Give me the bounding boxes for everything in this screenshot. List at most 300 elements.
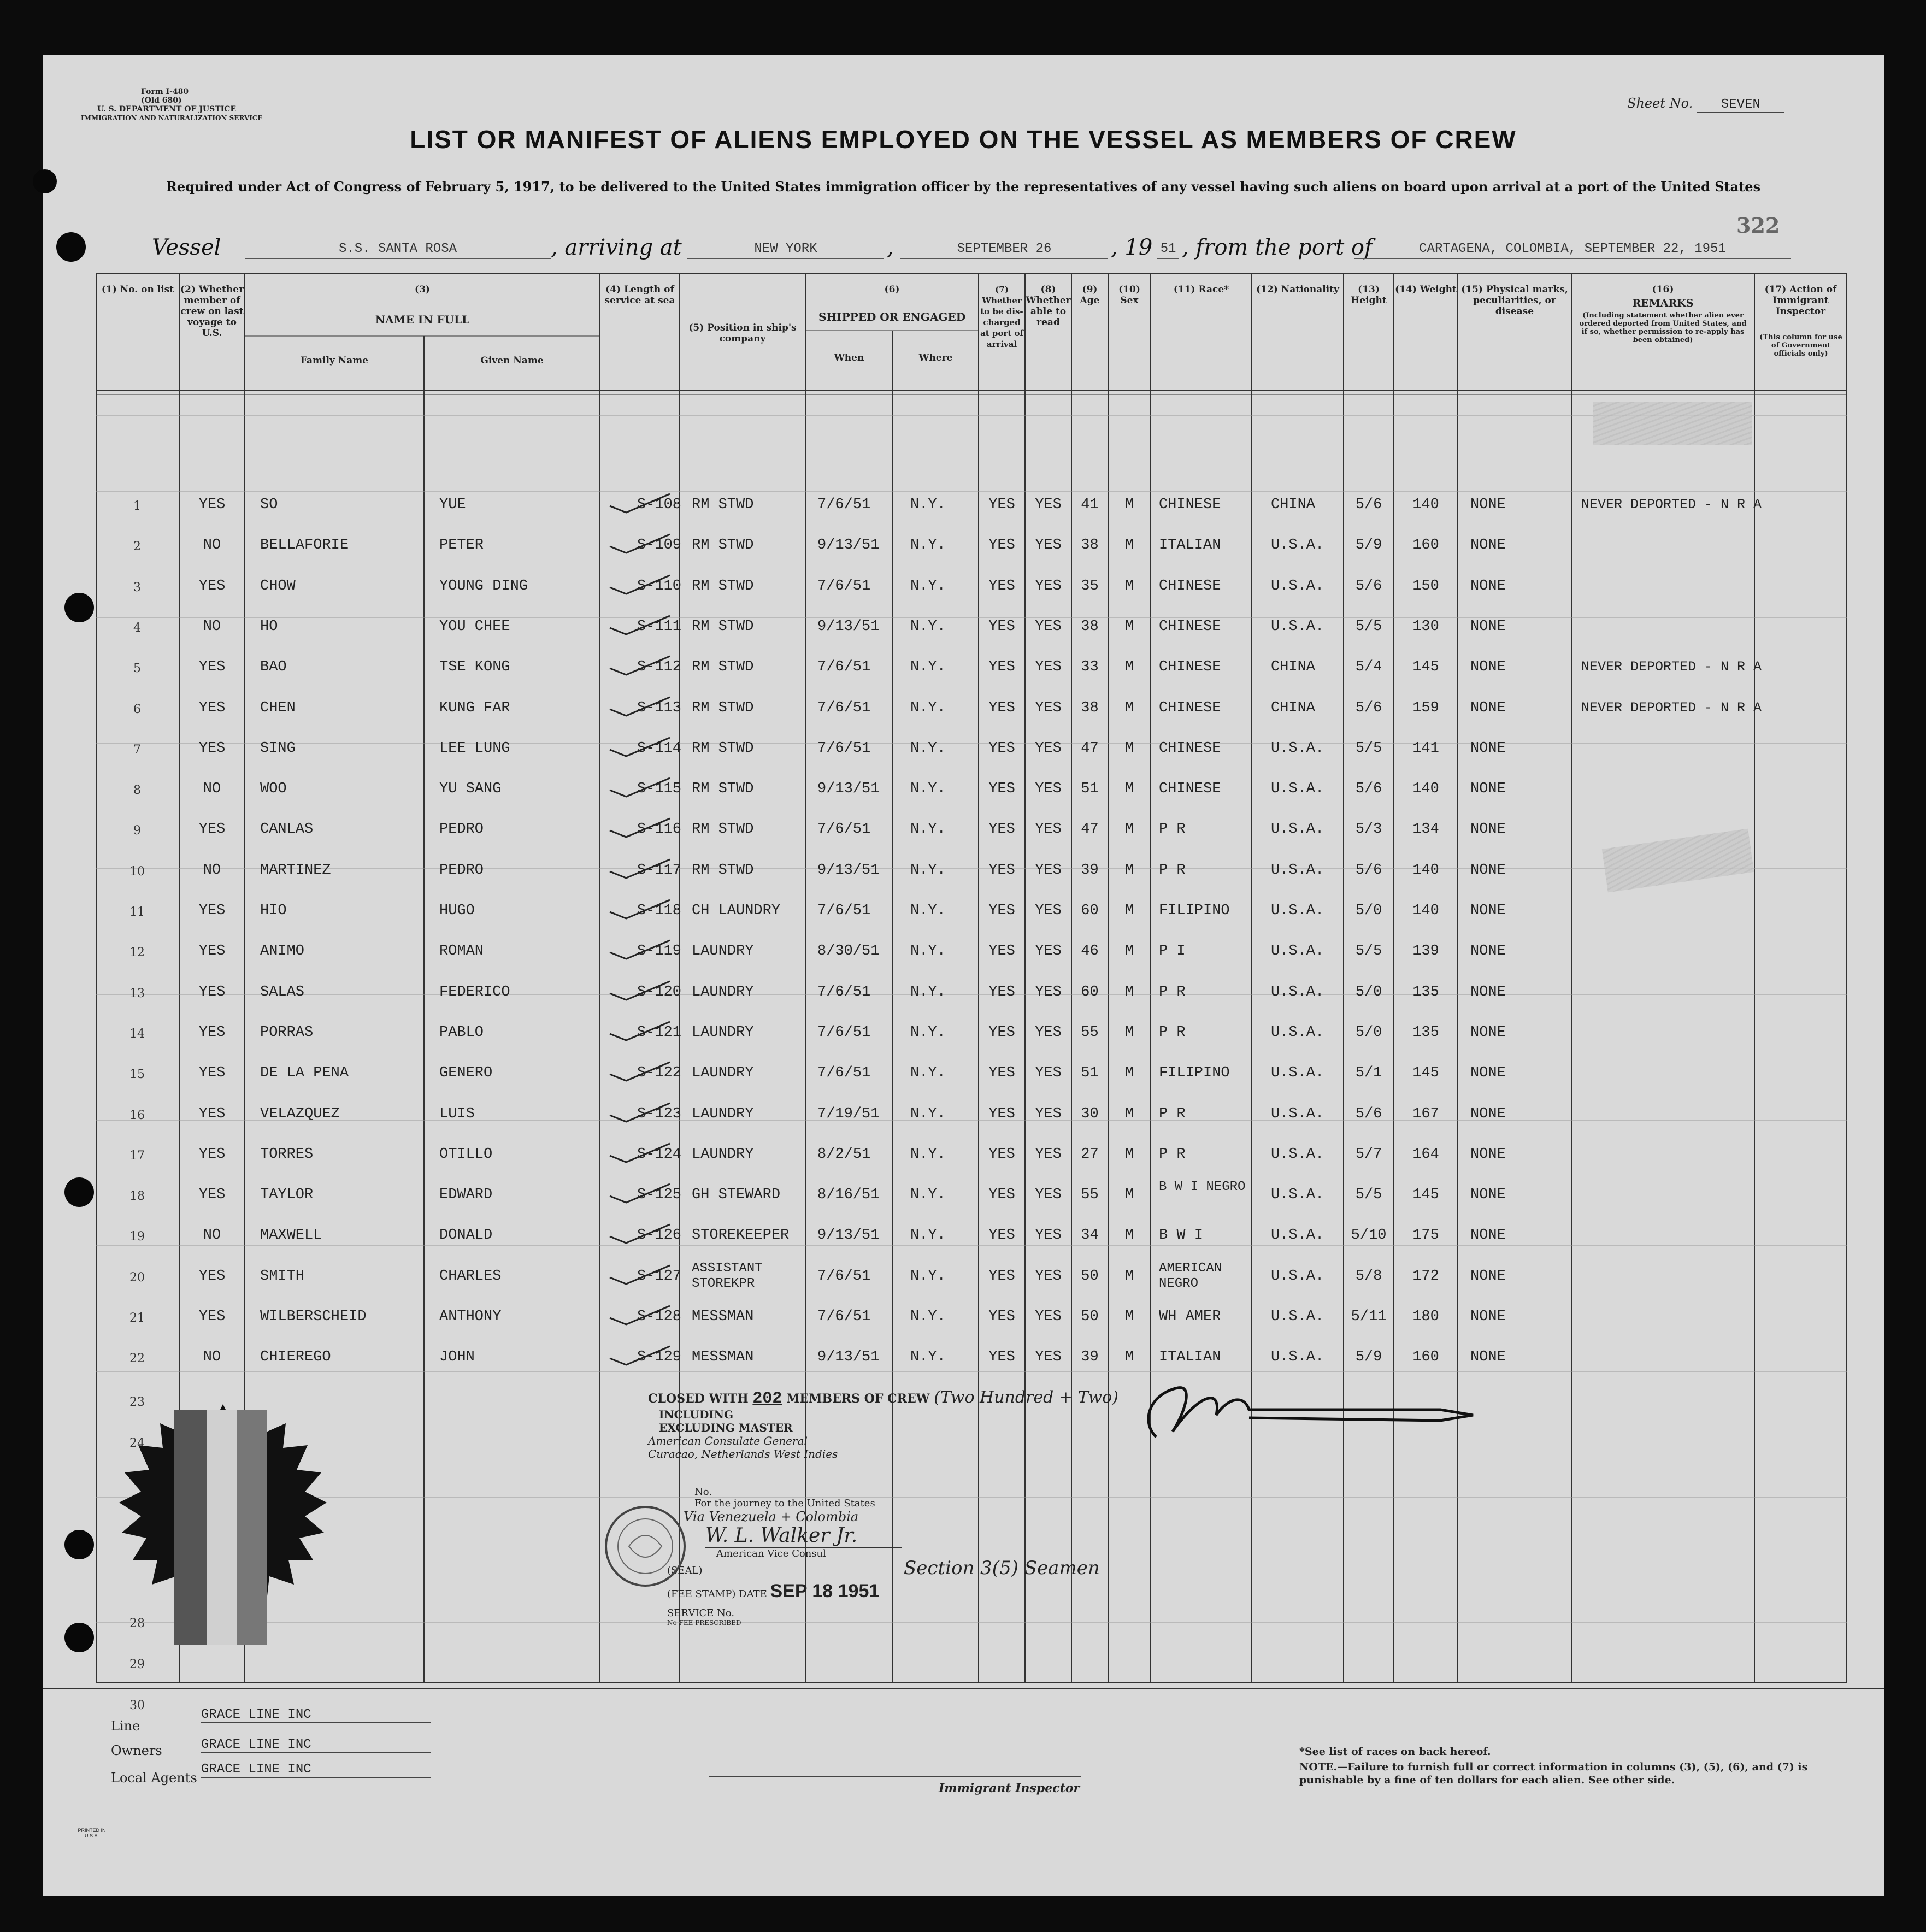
closed-with-label: CLOSED WITH xyxy=(648,1392,749,1406)
footer-divider xyxy=(43,1688,1884,1689)
cell-read: YES xyxy=(1035,903,1062,919)
sheet-number-value: SEVEN xyxy=(1697,97,1784,113)
service-checkmark xyxy=(604,733,675,761)
service-checkmark xyxy=(604,1139,675,1167)
excluding-label: EXCLUDING MASTER xyxy=(659,1421,793,1434)
cell-age: 38 xyxy=(1081,537,1099,553)
punch-hole xyxy=(64,1177,94,1207)
cell-marks: NONE xyxy=(1470,659,1506,675)
service-checkmark xyxy=(604,490,675,517)
cell-given: YUE xyxy=(439,497,466,513)
master-signature xyxy=(1134,1371,1517,1448)
cell-race: WH AMER xyxy=(1159,1309,1221,1325)
cell-height: 5/7 xyxy=(1355,1146,1382,1163)
cell-nat: U.S.A. xyxy=(1271,781,1324,797)
row-number: 18 xyxy=(129,1189,145,1203)
cell-crew: YES xyxy=(198,943,226,959)
cell-where: N.Y. xyxy=(910,537,946,553)
cell-nat: U.S.A. xyxy=(1271,1309,1324,1325)
penalty-note: NOTE.—Failure to furnish full or correct information in columns (3), (5), (6), and (7) is punishable by a fine of ten dollars for each alien. See other side. xyxy=(1299,1761,1808,1786)
cell-height: 5/6 xyxy=(1355,862,1382,879)
cell-sex: M xyxy=(1124,1106,1134,1122)
cell-race: FILIPINO xyxy=(1159,903,1230,919)
cell-remarks: NEVER DEPORTED - N R A xyxy=(1581,497,1762,513)
cell-service: S-111 xyxy=(637,619,682,635)
col-header-nationality: (12) Nationality xyxy=(1256,284,1339,295)
cell-nat: U.S.A. xyxy=(1271,984,1324,1000)
cell-weight: 140 xyxy=(1412,781,1439,797)
cell-weight: 167 xyxy=(1412,1106,1439,1122)
form-number: Form I-480 xyxy=(141,87,189,96)
row-number: 10 xyxy=(129,865,145,879)
cell-read: YES xyxy=(1035,619,1062,635)
cell-sex: M xyxy=(1124,943,1134,959)
cell-where: N.Y. xyxy=(910,1024,946,1041)
cell-where: N.Y. xyxy=(910,659,946,675)
cell-read: YES xyxy=(1035,700,1062,716)
cell-height: 5/0 xyxy=(1355,1024,1382,1041)
cell-service: S-127 xyxy=(637,1268,682,1285)
cell-marks: NONE xyxy=(1470,1187,1506,1203)
cell-where: N.Y. xyxy=(910,1309,946,1325)
cell-read: YES xyxy=(1035,740,1062,757)
cell-where: N.Y. xyxy=(910,781,946,797)
cell-position: LAUNDRY xyxy=(692,1106,754,1122)
cell-given: JOHN xyxy=(439,1349,475,1365)
cell-age: 39 xyxy=(1081,1349,1099,1365)
cell-crew: YES xyxy=(198,1146,226,1163)
cell-height: 5/3 xyxy=(1355,821,1382,838)
cell-age: 34 xyxy=(1081,1227,1099,1244)
cell-height: 5/11 xyxy=(1351,1309,1387,1325)
cell-sex: M xyxy=(1124,984,1134,1000)
cell-read: YES xyxy=(1035,659,1062,675)
cell-when: 7/6/51 xyxy=(817,1024,871,1041)
cell-family: WILBERSCHEID xyxy=(260,1309,367,1325)
cell-marks: NONE xyxy=(1470,1309,1506,1325)
cell-crew: YES xyxy=(198,1065,226,1081)
cell-given: TSE KONG xyxy=(439,659,510,675)
cell-sex: M xyxy=(1124,740,1134,757)
cell-age: 35 xyxy=(1081,578,1099,594)
cell-when: 9/13/51 xyxy=(817,1349,880,1365)
col-header-remarks-num: (16) xyxy=(1652,284,1674,295)
line-label: Line xyxy=(111,1718,140,1734)
cell-age: 51 xyxy=(1081,781,1099,797)
cell-age: 46 xyxy=(1081,943,1099,959)
cell-given: LUIS xyxy=(439,1106,475,1122)
row-number: 17 xyxy=(129,1149,145,1163)
cell-position: LAUNDRY xyxy=(692,984,754,1000)
cell-service: S-123 xyxy=(637,1106,682,1122)
cell-crew: YES xyxy=(198,1268,226,1285)
cell-when: 7/6/51 xyxy=(817,740,871,757)
row-number: 9 xyxy=(133,824,141,838)
cell-when: 7/19/51 xyxy=(817,1106,880,1122)
document-title: LIST OR MANIFEST OF ALIENS EMPLOYED ON THE VESSEL AS MEMBERS OF CREW xyxy=(410,125,1517,154)
cell-crew: YES xyxy=(198,700,226,716)
cell-marks: NONE xyxy=(1470,1268,1506,1285)
cell-read: YES xyxy=(1035,821,1062,838)
cell-sex: M xyxy=(1124,1268,1134,1285)
col-header-remarks: REMARKS xyxy=(1632,297,1694,309)
visa-block xyxy=(667,1486,995,1627)
cell-where: N.Y. xyxy=(910,1268,946,1285)
cell-disch: YES xyxy=(988,1024,1015,1041)
cell-where: N.Y. xyxy=(910,1065,946,1081)
row-number: 28 xyxy=(129,1617,145,1630)
closing-block xyxy=(648,1388,1118,1460)
cell-service: S-114 xyxy=(637,740,682,757)
crew-count-written: (Two Hundred + Two) xyxy=(934,1388,1118,1407)
cell-when: 8/16/51 xyxy=(817,1187,880,1203)
consul-signature: W. L. Walker Jr. xyxy=(705,1524,902,1548)
cell-disch: YES xyxy=(988,1187,1015,1203)
cell-where: N.Y. xyxy=(910,1187,946,1203)
cell-given: PABLO xyxy=(439,1024,484,1041)
table-grid xyxy=(96,273,1847,1683)
service-checkmark xyxy=(604,1261,675,1288)
arrival-date: SEPTEMBER 26 xyxy=(900,241,1108,259)
cell-when: 7/6/51 xyxy=(817,984,871,1000)
cell-race: B W I NEGRO xyxy=(1159,1180,1246,1194)
col-header-race: (11) Race* xyxy=(1173,284,1229,295)
vessel-label: Vessel xyxy=(152,235,221,260)
cell-when: 9/13/51 xyxy=(817,1227,880,1244)
cell-family: SALAS xyxy=(260,984,305,1000)
cell-when: 7/6/51 xyxy=(817,903,871,919)
service-checkmark xyxy=(604,1220,675,1247)
cell-service: S-125 xyxy=(637,1187,682,1203)
col-header-shipped: SHIPPED OR ENGAGED xyxy=(818,310,966,323)
cell-crew: YES xyxy=(198,1024,226,1041)
col-header-age: (9) Age xyxy=(1080,284,1100,306)
service-checkmark xyxy=(604,611,675,639)
cell-given: EDWARD xyxy=(439,1187,493,1203)
cell-race: CHINESE xyxy=(1159,740,1221,757)
cell-position: CH LAUNDRY xyxy=(692,903,781,919)
cell-position: MESSMAN xyxy=(692,1309,754,1325)
cell-weight: 175 xyxy=(1412,1227,1439,1244)
cell-when: 7/6/51 xyxy=(817,659,871,675)
cell-race: ITALIAN xyxy=(1159,1349,1221,1365)
row-number: 16 xyxy=(129,1109,145,1122)
cell-disch: YES xyxy=(988,1106,1015,1122)
cell-sex: M xyxy=(1124,700,1134,716)
cell-sex: M xyxy=(1124,578,1134,594)
cell-where: N.Y. xyxy=(910,943,946,959)
cell-weight: 159 xyxy=(1412,700,1439,716)
agents-value: GRACE LINE INC xyxy=(201,1762,431,1778)
cell-service: S-119 xyxy=(637,943,682,959)
cell-nat: U.S.A. xyxy=(1271,1024,1324,1041)
cell-marks: NONE xyxy=(1470,1024,1506,1041)
cell-family: WOO xyxy=(260,781,287,797)
cell-where: N.Y. xyxy=(910,497,946,513)
cell-position: STOREKEEPER xyxy=(692,1227,790,1244)
cell-sex: M xyxy=(1124,903,1134,919)
service-checkmark xyxy=(604,693,675,720)
service-checkmark xyxy=(604,936,675,963)
cell-given: PEDRO xyxy=(439,821,484,838)
cell-where: N.Y. xyxy=(910,821,946,838)
cell-marks: NONE xyxy=(1470,1349,1506,1365)
cell-service: S-115 xyxy=(637,781,682,797)
cell-where: N.Y. xyxy=(910,1227,946,1244)
cell-age: 60 xyxy=(1081,903,1099,919)
cell-when: 9/13/51 xyxy=(817,781,880,797)
cell-given: FEDERICO xyxy=(439,984,510,1000)
cell-read: YES xyxy=(1035,578,1062,594)
cell-position: GH STEWARD xyxy=(692,1187,781,1203)
service-checkmark xyxy=(604,1058,675,1085)
cell-sex: M xyxy=(1124,1146,1134,1163)
via-route: Venezuela + Colombia xyxy=(709,1509,859,1524)
cell-given: DONALD xyxy=(439,1227,493,1244)
cell-disch: YES xyxy=(988,984,1015,1000)
cell-age: 47 xyxy=(1081,740,1099,757)
cell-position: MESSMAN xyxy=(692,1349,754,1365)
cell-sex: M xyxy=(1124,821,1134,838)
fee-stamp-label: (FEE STAMP) xyxy=(667,1588,736,1600)
col-header-name-num: (3) xyxy=(415,284,430,295)
cell-weight: 140 xyxy=(1412,903,1439,919)
cell-crew: YES xyxy=(198,578,226,594)
row-number: 8 xyxy=(133,784,141,797)
cell-marks: NONE xyxy=(1470,1065,1506,1081)
line-value: GRACE LINE INC xyxy=(201,1707,431,1723)
cell-marks: NONE xyxy=(1470,862,1506,879)
cell-read: YES xyxy=(1035,1065,1062,1081)
cell-age: 55 xyxy=(1081,1187,1099,1203)
cell-weight: 172 xyxy=(1412,1268,1439,1285)
cell-disch: YES xyxy=(988,1227,1015,1244)
col-header-given: Given Name xyxy=(480,355,544,366)
date-label: DATE xyxy=(739,1588,767,1600)
cell-sex: M xyxy=(1124,781,1134,797)
cell-disch: YES xyxy=(988,821,1015,838)
cell-height: 5/4 xyxy=(1355,659,1382,675)
cell-nat: U.S.A. xyxy=(1271,537,1324,553)
cell-race: P R xyxy=(1159,984,1186,1000)
cell-family: BAO xyxy=(260,659,287,675)
cell-read: YES xyxy=(1035,1146,1062,1163)
cell-service: S-116 xyxy=(637,821,682,838)
cell-disch: YES xyxy=(988,1268,1015,1285)
cell-age: 50 xyxy=(1081,1268,1099,1285)
cell-disch: YES xyxy=(988,781,1015,797)
cell-read: YES xyxy=(1035,1227,1062,1244)
col-header-height: (13) Height xyxy=(1351,284,1387,306)
cell-nat: U.S.A. xyxy=(1271,1065,1324,1081)
cell-read: YES xyxy=(1035,862,1062,879)
page-stamp: 322 xyxy=(1736,213,1780,238)
cell-position: RM STWD xyxy=(692,740,754,757)
cell-position: LAUNDRY xyxy=(692,1024,754,1041)
cell-sex: M xyxy=(1124,1227,1134,1244)
cell-service: S-121 xyxy=(637,1024,682,1041)
service-no-label: SERVICE No. xyxy=(667,1607,735,1619)
service-checkmark xyxy=(604,814,675,841)
tariff-label: No FEE PRESCRIBED xyxy=(667,1619,741,1627)
cell-disch: YES xyxy=(988,862,1015,879)
cell-age: 51 xyxy=(1081,1065,1099,1081)
row-number: 4 xyxy=(133,621,141,635)
cell-weight: 180 xyxy=(1412,1309,1439,1325)
service: IMMIGRATION AND NATURALIZATION SERVICE xyxy=(81,114,263,122)
inspector-signature-line xyxy=(709,1776,1081,1777)
cell-age: 50 xyxy=(1081,1309,1099,1325)
cell-position: RM STWD xyxy=(692,700,754,716)
cell-age: 41 xyxy=(1081,497,1099,513)
cell-weight: 140 xyxy=(1412,862,1439,879)
cell-family: SING xyxy=(260,740,296,757)
row-number: 30 xyxy=(129,1699,145,1712)
shore-leave-stamp xyxy=(1593,402,1752,445)
cell-when: 7/6/51 xyxy=(817,1065,871,1081)
cell-family: CHIEREGO xyxy=(260,1349,331,1365)
cell-where: N.Y. xyxy=(910,700,946,716)
cell-service: S-113 xyxy=(637,700,682,716)
cell-nat: U.S.A. xyxy=(1271,943,1324,959)
cell-disch: YES xyxy=(988,619,1015,635)
including-label: INCLUDING xyxy=(659,1408,734,1421)
cell-given: PETER xyxy=(439,537,484,553)
cell-nat: U.S.A. xyxy=(1271,862,1324,879)
cell-nat: U.S.A. xyxy=(1271,1146,1324,1163)
cell-weight: 164 xyxy=(1412,1146,1439,1163)
consulate-location: Curacao, Netherlands West Indies xyxy=(648,1447,838,1460)
cell-age: 39 xyxy=(1081,862,1099,879)
cell-position: LAUNDRY xyxy=(692,1065,754,1081)
cell-weight: 160 xyxy=(1412,537,1439,553)
col-header-marks: (15) Physical marks, peculiarities, or disease xyxy=(1461,284,1568,317)
cell-position: RM STWD xyxy=(692,497,754,513)
consulate-date: SEP 18 1951 xyxy=(770,1581,880,1601)
cell-disch: YES xyxy=(988,497,1015,513)
cell-nat: U.S.A. xyxy=(1271,1268,1324,1285)
ribbon-rosette-seal xyxy=(97,1393,349,1645)
cell-read: YES xyxy=(1035,943,1062,959)
cell-crew: YES xyxy=(198,903,226,919)
punch-hole xyxy=(64,1623,94,1652)
manifest-sheet: Form I-480 (Old 680) U. S. DEPARTMENT OF JUSTICE IMMIGRATION AND NATURALIZATION SERVICE Sheet No. SEVEN LIST OR MANIFEST OF ALIENS EMPLOYED ON THE VESSEL AS MEMBERS OF CREW Required under Act of Congress of February 5, 1917, to be delivered to the United States immigration officer by the representatives of any vessel having such aliens on board upon arrival at a port of the United States 322 Vessel S.S. SANTA ROSA , arriving at NEW YORK , SEPTEMBER 26 , 19 51 , from the port of CARTAGENA, COLOMBIA, SEPTEMBER 22, 1951 (1) No. on list (2) Whether member of crew on last voyage to U.S. (3) NAME IN FULL Family Name Given Name (4) Length of service at sea (5) Position in ship's company (6) SHIPPED OR ENGAGED When Where (7) Whether to be dis-charged at port of arrival (8) Whether able to read (9) Age (10) Sex (11) Race* (12) Nationality (13) Height (14) Weight (15) Physical marks, peculiarities, or disease (16) REMARKS (Including statement whether alien ever ordered deported from United States, and if so, whether permission to re-apply has been obtained) (17) Action of Immigrant Inspector (This column for use of Government officials only) 1 YES SO YUE S-108 RM STWD 7/6/51 N.Y. YES YES 41 M CHINESE CHINA 5/6 140 NONE NEVER DEPORTED - N R A 2 NO BELLAFORIE PETER S-109 RM STWD 9/13/51 N.Y. YES YES 38 M ITALIAN U.S.A. 5/9 160 NONE 3 YES CHOW YOUNG DING S-110 RM STWD 7/6/51 N.Y. YES YES 35 M CHINESE U.S.A. 5/6 150 NONE 4 NO HO YOU CHEE S-111 RM STWD 9/13/51 N.Y. YES YES 38 M CHINESE U.S.A. 5/5 130 NONE 5 YES BAO TSE KONG S-112 RM STWD 7/6/51 N.Y. YES YES 33 M CHINESE CHINA 5/4 145 NONE NEVER DEPORTED - N R A 6 YES CHEN KUNG FAR S-113 RM STWD 7/6/51 N.Y. YES YES 38 M CHINESE CHINA 5/6 159 NONE NEVER DEPORTED - N R A 7 YES SING LEE LUNG S-114 RM STWD 7/6/51 N.Y. YES YES 47 M CHINESE U.S.A. 5/5 141 NONE 8 NO WOO YU SANG S-115 RM STWD 9/13/51 N.Y. YES YES 51 M CHINESE U.S.A. 5/6 140 NONE 9 YES CANLAS PEDRO S-116 RM STWD 7/6/51 N.Y. YES YES 47 M P R U.S.A. 5/3 134 NONE 10 NO MARTINEZ PEDRO S-117 RM STWD 9/13/51 N.Y. YES YES 39 M P R U.S.A. 5/6 140 NONE 11 YES HIO HUGO S-118 CH LAUNDRY 7/6/51 N.Y. YES YES 60 M FILIPINO U.S.A. 5/0 140 NONE 12 YES ANIMO ROMAN S-119 LAUNDRY 8/30/51 N.Y. YES YES 46 M P I U.S.A. 5/5 139 NONE 13 YES SALAS FEDERICO S-120 LAUNDRY 7/6/51 N.Y. YES YES 60 M P R U.S.A. 5/0 135 NONE 14 YES PORRAS PABLO S-121 LAUNDRY 7/6/51 N.Y. YES YES 55 M P R U.S.A. 5/0 135 NONE 15 YES DE LA PENA GENERO S-122 LAUNDRY 7/6/51 N.Y. YES YES 51 M FILIPINO U.S.A. 5/1 145 NONE 16 YES VELAZQUEZ LUIS S-123 LAUNDRY 7/19/51 N.Y. YES YES 30 M P R U.S.A. 5/6 167 NONE 17 YES TORRES OTILLO S-124 LAUNDRY 8/2/51 N.Y. YES YES 27 M P R U.S.A. 5/7 164 NONE 18 YES TAYLOR EDWARD S-125 GH STEWARD 8/16/51 N.Y. YES YES 55 M B W I NEGRO U.S.A. 5/5 145 NONE 19 NO MAXWELL DONALD S-126 STOREKEEPER 9/13/51 N.Y. YES YES 34 M B W I U.S.A. 5/10 175 NONE 20 YES SMITH CHARLES S-127 ASSISTANT STOREKPR 7/6/51 N.Y. YES YES 50 M AMERICAN NEGRO U.S.A. 5/8 172 NONE 21 YES WILBERSCHEID ANTHONY S-128 MESSMAN 7/6/51 N.Y. YES YES 50 M WH AMER U.S.A. 5/11 180 NONE 22 NO CHIEREGO JOHN S-129 MESSMAN 9/13/51 N.Y. YES YES 39 M ITALIAN U.S.A. 5/9 160 NONE 23 24 28 29 30 CLOSED WITH 202 MEMBERS OF CREW (Two Hundred + Two) INCLUDING EXCLUDING MASTER American Consulate General Curacao, Netherlands West Indies No. For the journey to the United States Via Venezuela + Colombia W. L. Walker Jr. American Vice Consul (SEAL) (FEE STAMP) DATE SEP 18 1951 SERVICE No. No FEE PRESCRIBED Section 3(5) Seamen Line GRACE LINE INC Owners GRACE LINE INC Local Agents GRACE LINE INC Immigrant Inspector *See list of races on back hereof. NOTE.—Failure to furnish full or correct information in columns (3), (5), (6), and (7) is punishable by a fine of ten dollars for each alien. See other side. PRINTED IN U.S.A. xyxy=(43,55,1884,1896)
service-checkmark xyxy=(604,977,675,1004)
cell-age: 27 xyxy=(1081,1146,1099,1163)
service-checkmark xyxy=(604,1301,675,1329)
service-checkmark xyxy=(604,1180,675,1207)
cell-race: CHINESE xyxy=(1159,497,1221,513)
cell-family: CHOW xyxy=(260,578,296,594)
cell-nat: CHINA xyxy=(1271,700,1316,716)
row-number: 6 xyxy=(133,703,141,716)
cell-height: 5/10 xyxy=(1351,1227,1387,1244)
cell-nat: U.S.A. xyxy=(1271,1227,1324,1244)
cell-marks: NONE xyxy=(1470,781,1506,797)
row-number: 13 xyxy=(129,987,145,1000)
cell-service: S-110 xyxy=(637,578,682,594)
cell-family: HO xyxy=(260,619,278,635)
cell-position: RM STWD xyxy=(692,821,754,838)
row-number: 15 xyxy=(129,1068,145,1081)
row-number: 12 xyxy=(129,946,145,959)
cell-sex: M xyxy=(1124,1024,1134,1041)
cell-marks: NONE xyxy=(1470,943,1506,959)
row-number: 3 xyxy=(133,581,141,594)
cell-disch: YES xyxy=(988,903,1015,919)
cell-read: YES xyxy=(1035,1349,1062,1365)
cell-sex: M xyxy=(1124,1187,1134,1203)
cell-height: 5/0 xyxy=(1355,903,1382,919)
cell-family: MARTINEZ xyxy=(260,862,331,879)
cell-family: SMITH xyxy=(260,1268,305,1285)
cell-height: 5/6 xyxy=(1355,781,1382,797)
cell-where: N.Y. xyxy=(910,862,946,879)
col-header-position: (5) Position in ship's company xyxy=(688,322,797,344)
cell-weight: 141 xyxy=(1412,740,1439,757)
visa-journey: For the journey to the United States xyxy=(694,1498,875,1509)
cell-nat: U.S.A. xyxy=(1271,619,1324,635)
document-subtitle: Required under Act of Congress of February 5, 1917, to be delivered to the United States immigration officer by the representatives of any vessel having such aliens on board upon arrival at a port of the United States xyxy=(166,179,1761,195)
cell-given: GENERO xyxy=(439,1065,493,1081)
owners-label: Owners xyxy=(111,1743,162,1758)
cell-disch: YES xyxy=(988,1146,1015,1163)
cell-given: YOU CHEE xyxy=(439,619,510,635)
cell-weight: 139 xyxy=(1412,943,1439,959)
row-number: 21 xyxy=(129,1311,145,1325)
cell-crew: YES xyxy=(198,659,226,675)
cell-nat: U.S.A. xyxy=(1271,578,1324,594)
cell-age: 47 xyxy=(1081,821,1099,838)
cell-crew: NO xyxy=(203,862,221,879)
cell-when: 7/6/51 xyxy=(817,700,871,716)
cell-marks: NONE xyxy=(1470,1106,1506,1122)
cell-height: 5/5 xyxy=(1355,740,1382,757)
cell-sex: M xyxy=(1124,537,1134,553)
cell-crew: YES xyxy=(198,1309,226,1325)
cell-where: N.Y. xyxy=(910,903,946,919)
crew-table xyxy=(96,273,1847,1712)
col-header-read: (8) Whether able to read xyxy=(1026,284,1071,328)
row-number: 24 xyxy=(129,1436,145,1450)
cell-age: 38 xyxy=(1081,700,1099,716)
cell-sex: M xyxy=(1124,659,1134,675)
cell-service: S-124 xyxy=(637,1146,682,1163)
cell-nat: CHINA xyxy=(1271,659,1316,675)
cell-where: N.Y. xyxy=(910,1146,946,1163)
cell-sex: M xyxy=(1124,497,1134,513)
inspector-label: Immigrant Inspector xyxy=(939,1781,1080,1795)
cell-position: RM STWD xyxy=(692,781,754,797)
col-header-family: Family Name xyxy=(300,355,369,366)
col-header-name: NAME IN FULL xyxy=(375,313,470,326)
sheet-number-label: Sheet No. xyxy=(1627,96,1693,111)
cell-nat: U.S.A. xyxy=(1271,1187,1324,1203)
cell-service: S-112 xyxy=(637,659,682,675)
service-checkmark xyxy=(604,896,675,923)
cell-weight: 145 xyxy=(1412,659,1439,675)
cell-race: P R xyxy=(1159,1106,1186,1122)
via-label: Via xyxy=(684,1509,705,1524)
cell-height: 5/6 xyxy=(1355,700,1382,716)
col-header-no: (1) No. on list xyxy=(101,284,174,295)
cell-family: VELAZQUEZ xyxy=(260,1106,340,1122)
cell-weight: 145 xyxy=(1412,1187,1439,1203)
cell-disch: YES xyxy=(988,1065,1015,1081)
cell-crew: YES xyxy=(198,497,226,513)
cell-family: TAYLOR xyxy=(260,1187,314,1203)
cell-where: N.Y. xyxy=(910,578,946,594)
